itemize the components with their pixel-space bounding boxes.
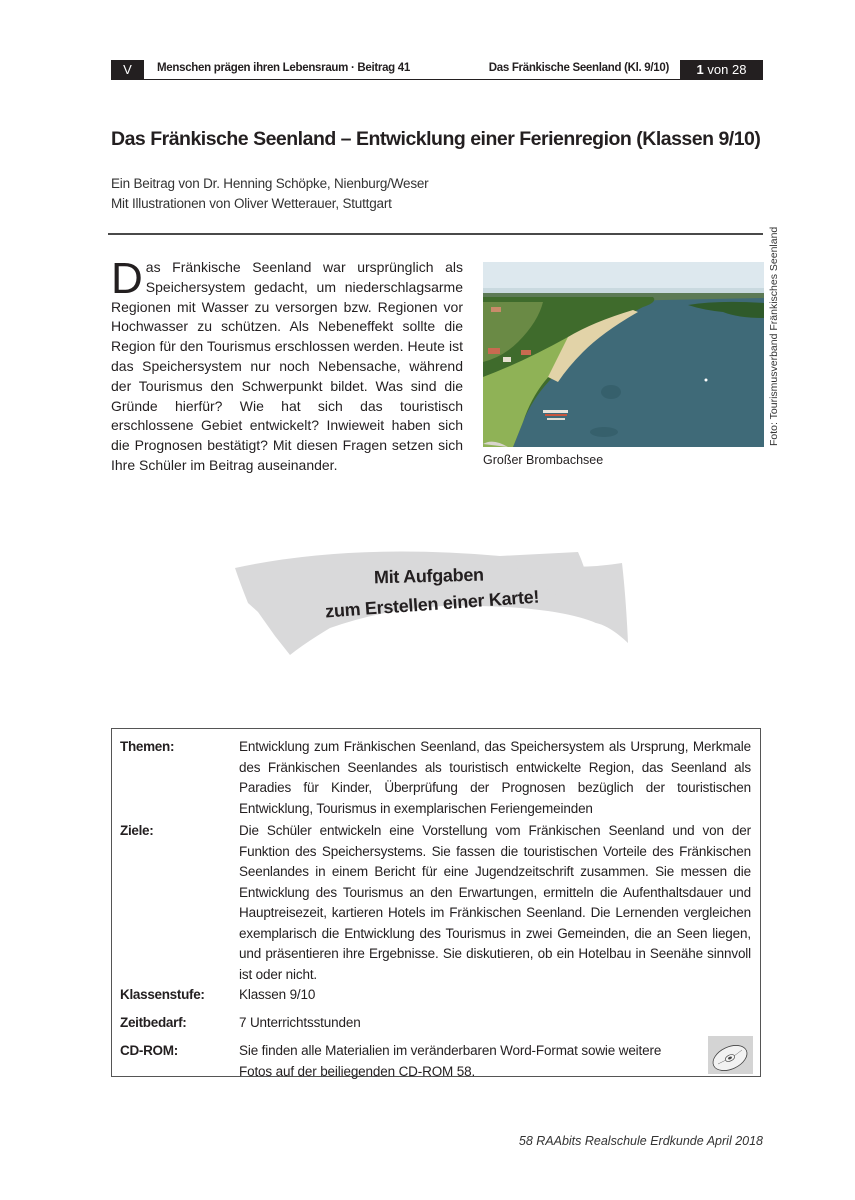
page-total: von 28 <box>703 62 747 77</box>
banner-line-1: Mit Aufgaben <box>373 564 484 588</box>
page-current: 1 <box>696 62 704 77</box>
info-box <box>111 728 761 1077</box>
page-footer: 58 RAAbits Realschule Erdkunde April 2018 <box>518 1134 763 1148</box>
row-value: Klassen 9/10 <box>239 987 316 1002</box>
author-line: Ein Beitrag von Dr. Henning Schöpke, Nienburg/Weser <box>111 176 429 191</box>
running-header <box>111 60 763 80</box>
photo-credit: Foto: Tourismusverband Fränkisches Seenland <box>768 226 780 446</box>
row-value: Entwicklung zum Fränkischen Seenland, das Speichersystem als Ursprung, Merkmale des Fränkischen Seenlandes als touristisch entwickelte Region, das Seenland als Paradies für Kinder, Überprüfung der Prognosen bezüglich der touristischen Entwicklung, Tourismus in exemplarischen Feriengemeinden <box>239 739 751 816</box>
intro-text: as Fränkische Seenland war ursprünglich als Speichersystem gedacht, um niederschlagsarme Regionen mit Wasser zu versorgen bzw. Regionen vor Hochwasser zu schützen. Als Nebeneffekt sollte die Region für den Tourismus erschlossen werden. Heute ist das Speichersystem nur noch Nebensache, während der Tourismus den Schwerpunkt bildet. Was sind die Gründe hierfür? Wie hat sich das touristisch erschlossene Gebiet entwickelt? Inwieweit haben sich die Prognosen bestätigt? Mit diesen Fragen setzen sich Ihre Schüler im Beitrag auseinander. <box>111 259 463 473</box>
lake-photo <box>483 262 764 447</box>
page-indicator <box>680 60 763 80</box>
banner-line-2: zum Erstellen einer Karte! <box>324 586 540 622</box>
photo-caption: Großer Brombachsee <box>483 453 604 467</box>
page-title: Das Fränkische Seenland – Entwicklung einer Ferienregion (Klassen 9/10) <box>111 128 761 150</box>
row-label: Klassenstufe: <box>120 987 205 1002</box>
byline <box>111 174 428 214</box>
row-label: Ziele: <box>120 823 154 838</box>
cd-rom-icon <box>708 1036 753 1074</box>
row-label: CD-ROM: <box>120 1043 178 1058</box>
row-value: Die Schüler entwickeln eine Vorstellung vom Fränkischen Seenland und von der Funktion des Speichersystems. Sie fassen die touristischen Vorteile des Fränkischen Seenlandes in einem Bericht für eine Jugendzeitschrift zusammen. Sie messen die Entwicklung des Tourismus an den Erwartungen, ermitteln die Aufenthaltsdauer und Hauptreisezeit, kartieren Hotels im Fränkischen Seenland. Die Lernenden vergleichen exemplarisch die Entwicklung des Tourismus in zwei Gemeinden, die an Seen liegen, und präsentieren ihre Ergebnisse. Sie diskutieren, ob ein Hotelbau in Seenähe sinnvoll ist oder nicht. <box>239 823 751 982</box>
row-value: Sie finden alle Materialien im veränderbaren Word-Format sowie weitere Fotos auf der beiliegenden CD-ROM 58. <box>239 1043 662 1079</box>
row-label: Themen: <box>120 739 175 754</box>
divider <box>108 233 763 235</box>
intro-paragraph <box>111 254 463 476</box>
section-badge: V <box>111 60 144 80</box>
illustrator-line: Mit Illustrationen von Oliver Wetterauer, Stuttgart <box>111 196 392 211</box>
header-underline <box>144 79 680 80</box>
series-title: Menschen prägen ihren Lebensraum · Beitrag 41 <box>157 62 410 74</box>
row-value: 7 Unterrichtsstunden <box>239 1015 361 1030</box>
drop-cap: D <box>111 254 143 303</box>
row-label: Zeitbedarf: <box>120 1015 187 1030</box>
unit-title: Das Fränkische Seenland (Kl. 9/10) <box>488 62 669 74</box>
